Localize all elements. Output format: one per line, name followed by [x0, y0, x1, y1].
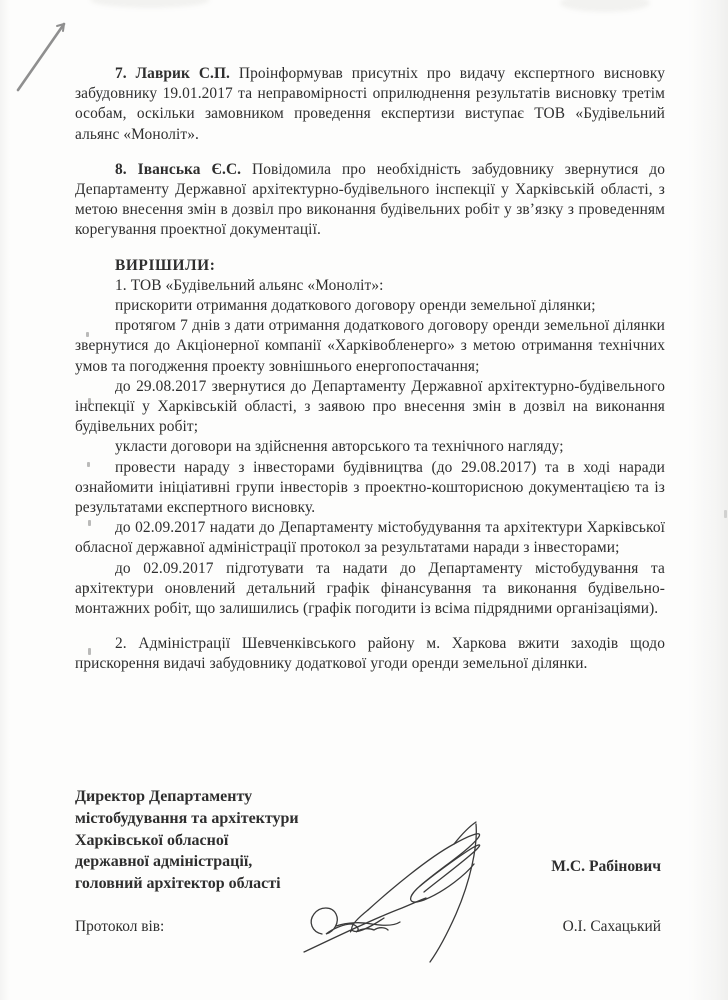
document-body — [75, 64, 665, 675]
pen-mark — [10, 12, 80, 102]
scan-smudge — [560, 0, 650, 12]
signatory-name: М.С. Рабінович — [551, 858, 661, 875]
protocol-keeper-name: О.І. Сахацький — [562, 918, 661, 935]
resolution-item: прискорити отримання додаткового договору оренди земельної ділянки; — [115, 297, 596, 315]
paragraph-7-text: Проінформував присутніх про видачу експертного висновку забудовнику 19.01.2017 та неправомірності оприлюднення результатів висновку третім особам, оскільки замовником проведення експертизи виступає ТОВ «Будівельний альянс «Моноліт». — [75, 65, 665, 143]
resolution-item: до 29.08.2017 звернутися до Департаменту Державної архітектурно-будівельного інспекції у Харківській області, з заявою про внесення змін в дозвіл на виконання будівельних робіт; — [75, 377, 665, 436]
resolution-item: провести нараду з інвесторами будівництва (до 29.08.2017) та в ході наради ознайомити ініціативні групи інвесторів з проектно-кошторисною документацією та із результатами експертного висновку. — [75, 458, 665, 517]
scan-smudge — [90, 0, 210, 8]
signatory-title-line: державної адміністрації, — [75, 853, 253, 871]
signatory-title-line: містобудування та архітектури — [75, 809, 299, 827]
paragraph-8 — [75, 160, 665, 241]
signatory-title-line: Директор Департаменту — [75, 788, 253, 805]
speaker-name: 7. Лаврик С.П. — [115, 65, 230, 82]
paragraph-7 — [75, 64, 665, 145]
resolution-item: до 02.09.2017 підготувати та надати до Департаменту містобудування та архітектури оновлений детальний графік фінансування та виконання будівельно-монтажних робіт, що залишились (графік погодити із всіма підрядними організаціями). — [75, 559, 665, 618]
scan-edge-shading-right — [688, 0, 728, 1000]
signature-sakhatsky — [300, 896, 430, 956]
paragraph-8-text: Повідомила про необхідність забудовнику звернутися до Департаменту Державної архітектурно-будівельного інспекції у Харківській області, з метою внесення змін в дозвіл про виконання будівельних робіт у зв’язку з проведенням корегування проектної документації. — [75, 160, 665, 239]
resolution-item: до 02.09.2017 надати до Департаменту містобудування та архітектури Харківської обласної державної адміністрації протокол за результатами наради з інвесторами; — [75, 519, 665, 557]
scan-speck — [724, 510, 727, 518]
resolution-item: протягом 7 днів з дати отримання додаткового договору оренди земельної ділянки звернутися до Акціонерної компанії «Харківобленерго» з метою отримання технічних умов та погодження проекту зовнішнього енергопостачання; — [75, 317, 665, 375]
signature-block — [75, 786, 665, 895]
paragraph-2-administration: 2. Адміністрації Шевченківського району м. Харкова вжити заходів щодо прискорення видачі забудовнику додаткової угоди оренди земельної ділянки. — [75, 635, 665, 673]
signatory-title-line: головний архітектор області — [75, 875, 281, 893]
scan-edge-shading-left — [0, 0, 10, 1000]
resolution-item: укласти договори на здійснення авторського та технічного нагляду; — [115, 438, 564, 456]
signatory-title — [75, 786, 665, 895]
speaker-name: 8. Іванська Є.С. — [115, 160, 242, 178]
decided-heading: ВИРІШИЛИ: — [115, 256, 216, 274]
signatory-title-line: Харківської обласної — [75, 831, 229, 849]
protocol-label: Протокол вів: — [75, 918, 165, 935]
resolution-item: 1. ТОВ «Будівельний альянс «Моноліт»: — [115, 276, 384, 294]
